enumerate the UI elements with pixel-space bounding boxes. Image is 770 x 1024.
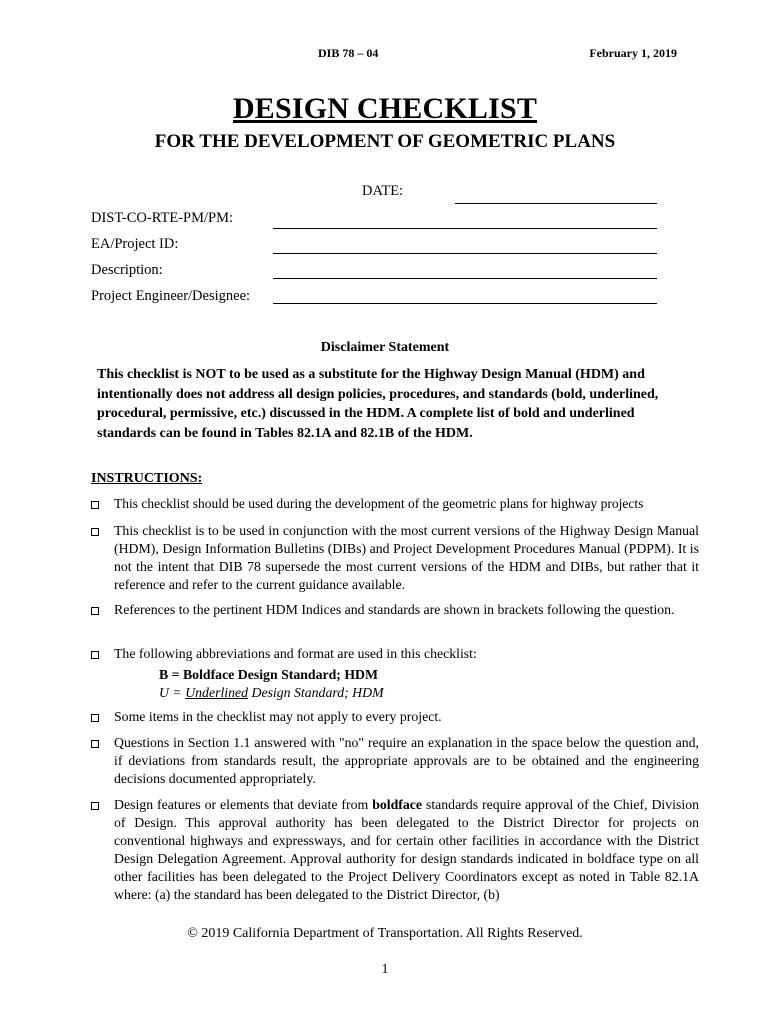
checkbox-icon	[91, 501, 99, 509]
instruction-item: Design features or elements that deviate from boldface standards require approval of the Chief, Division of Design. This approval authority has been delegated to the District Director for projects on conventional highways and expressways, and for certain other facilities in accordance with the District Design Delegation Agreement. Approval authority for design standards indicated in boldface type on all other facilities has been delegated to the Project Delivery Coordinators except as noted in Table 82.1A where: (a) the standard has been delegated to the District Director, (b)	[91, 796, 699, 905]
document-date: February 1, 2019	[589, 46, 677, 60]
abbreviation-boldface: B = Boldface Design Standard; HDM	[159, 667, 379, 682]
page-title: DESIGN CHECKLIST	[232, 92, 538, 125]
checkbox-icon	[91, 651, 99, 659]
date-field-line[interactable]	[455, 203, 657, 204]
checkbox-icon	[91, 528, 99, 536]
disclaimer-text: This checklist is NOT to be used as a substitute for the Highway Design Manual (HDM) and intentionally does not address all design policies, procedures, and standards (bold, underlined, procedural, permissive, etc.) discussed in the HDM. A complete list of bold and underlined standards can be found in Tables 82.1A and 82.1B of the HDM.	[97, 367, 659, 441]
disclaimer-heading: Disclaimer Statement	[320, 340, 450, 355]
project-engineer-field-line[interactable]	[273, 303, 657, 304]
project-engineer-label: Project Engineer/Designee:	[91, 288, 251, 304]
instruction-item: Some items in the checklist may not apply to every project.	[91, 708, 699, 726]
date-label: DATE:	[362, 183, 404, 199]
description-field-line[interactable]	[273, 278, 657, 279]
instructions-heading: INSTRUCTIONS:	[91, 471, 203, 486]
checkbox-icon	[91, 740, 99, 748]
abbreviation-underlined: U = Underlined Design Standard; HDM	[159, 685, 384, 700]
page-number: 1	[381, 962, 389, 977]
project-id-label: EA/Project ID:	[91, 236, 179, 252]
instruction-item: This checklist is to be used in conjunction with the most current versions of the Highway Design Manual (HDM), Design Information Bulletins (DIBs) and Project Development Procedures Manual (PDPM). It is not the intent that DIB 78 supersede the most current versions of the HDM and DIBs, but rather that it reference and refer to the current guidance available.	[91, 522, 699, 594]
instruction-item: The following abbreviations and format are used in this checklist:	[91, 645, 699, 663]
checkbox-icon	[91, 802, 99, 810]
copyright-notice: © 2019 California Department of Transportation. All Rights Reserved.	[187, 926, 583, 941]
instruction-item: Questions in Section 1.1 answered with "no" require an explanation in the space below the question and, if deviations from standards result, the appropriate approvals are to be obtained and the engineering decisions documented appropriately.	[91, 734, 699, 788]
checkbox-icon	[91, 607, 99, 615]
instruction-item: This checklist should be used during the development of the geometric plans for highway projects	[91, 495, 699, 513]
page-subtitle: FOR THE DEVELOPMENT OF GEOMETRIC PLANS	[154, 131, 616, 152]
project-id-field-line[interactable]	[273, 253, 657, 254]
checkbox-icon	[91, 714, 99, 722]
dist-co-rte-field-line[interactable]	[273, 228, 657, 229]
instruction-item: References to the pertinent HDM Indices and standards are shown in brackets following the question.	[91, 601, 699, 619]
dist-co-rte-label: DIST-CO-RTE-PM/PM:	[91, 210, 234, 226]
document-number: DIB 78 – 04	[318, 46, 379, 60]
description-label: Description:	[91, 262, 163, 278]
